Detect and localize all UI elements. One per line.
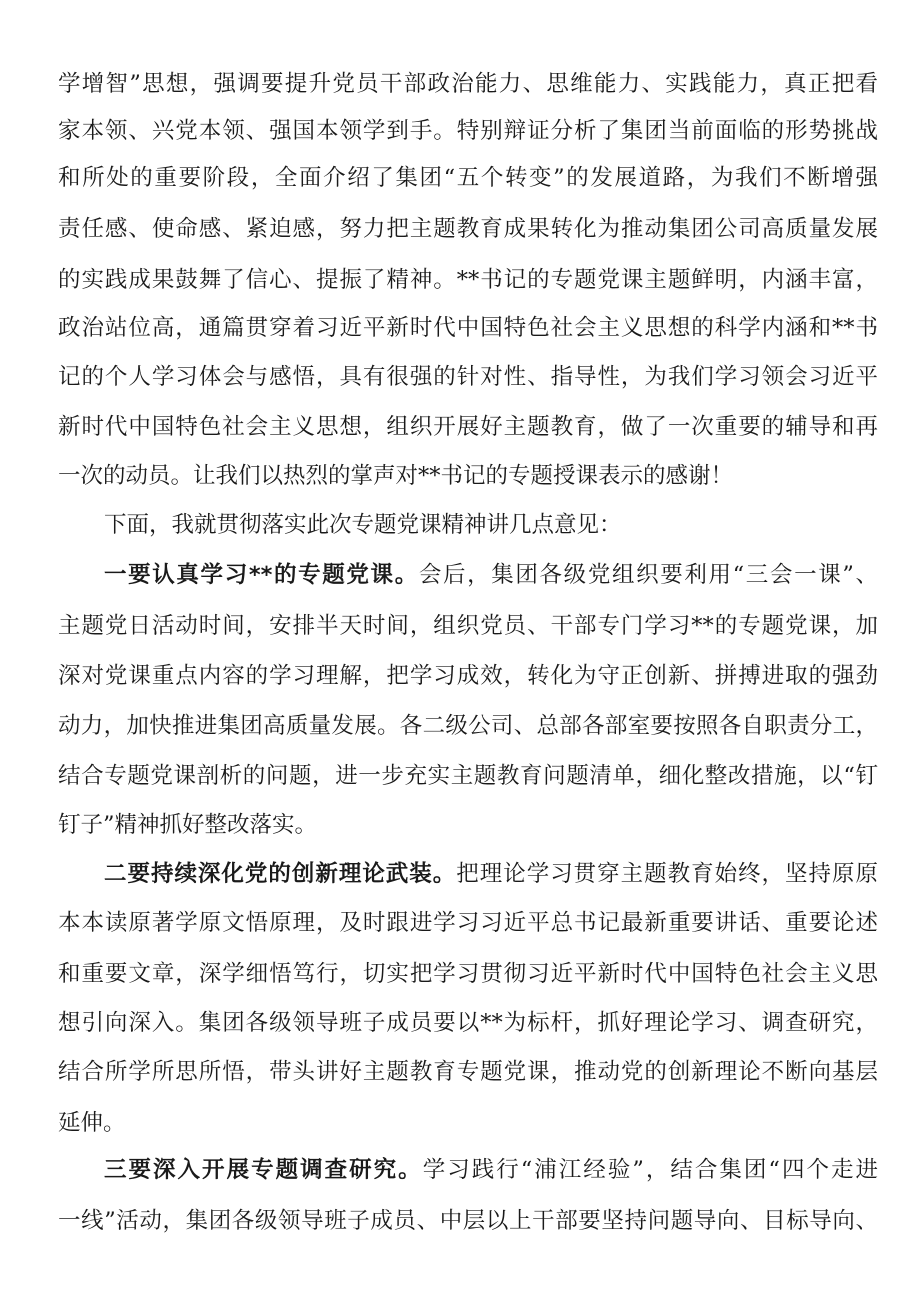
- text-line: 和所处的重要阶段，全面介绍了集团“五个转变”的发展道路，为我们不断增强: [58, 165, 878, 191]
- section-two-heading-line: 二要持续深化党的创新理论武装。把理论学习贯穿主题教育始终，坚持原原: [104, 861, 878, 887]
- text-line: 本本读原著学原文悟原理，及时跟进学习习近平总书记最新重要讲话、重要论述: [58, 910, 878, 936]
- text-line: 政治站位高，通篇贯穿着习近平新时代中国特色社会主义思想的科学内涵和**书: [58, 315, 878, 341]
- text-line: 责任感、使命感、紧迫感，努力把主题教育成果转化为推动集团公司高质量发展: [58, 216, 878, 242]
- section-three-title: 三要深入开展专题调查研究。: [104, 1157, 423, 1183]
- text-line: 钉子”精神抓好整改落实。: [58, 812, 318, 838]
- section-two-title: 二要持续深化党的创新理论武装。: [104, 861, 457, 887]
- text-line: 一线”活动，集团各级领导班子成员、中层以上干部要坚持问题导向、目标导向、: [58, 1208, 878, 1234]
- text-line: 深对党课重点内容的学习理解，把学习成效，转化为守正创新、拼搏进取的强劲: [58, 663, 878, 689]
- text-line: 想引向深入。集团各级领导班子成员要以**为标杆，抓好理论学习、调查研究，: [58, 1010, 878, 1036]
- text-line: 学增智”思想，强调要提升党员干部政治能力、思维能力、实践能力，真正把看: [58, 71, 878, 97]
- section-one-title: 一要认真学习**的专题党课。: [104, 562, 419, 588]
- text-line: 动力，加快推进集团高质量发展。各二级公司、总部各部室要按照各自职责分工，: [58, 713, 878, 739]
- text-line: 记的个人学习体会与感悟，具有很强的针对性、指导性，为我们学习领会习近平: [58, 364, 878, 390]
- section-one-heading-line: 一要认真学习**的专题党课。会后，集团各级党组织要利用“三会一课”、: [104, 562, 878, 588]
- text-line: 一次的动员。让我们以热烈的掌声对**书记的专题授课表示的感谢！: [58, 463, 734, 489]
- text-line: 的实践成果鼓舞了信心、提振了精神。**书记的专题党课主题鲜明，内涵丰富，: [58, 267, 878, 293]
- text-line: 结合专题党课剖析的问题，进一步充实主题教育问题清单，细化整改措施，以“钉: [58, 763, 878, 789]
- text-line: 延伸。: [58, 1110, 126, 1136]
- section-three-heading-line: 三要深入开展专题调查研究。学习践行“浦江经验”，结合集团“四个走进: [104, 1157, 878, 1183]
- text-line: 主题党日活动时间，安排半天时间，组织党员、干部专门学习**的专题党课，加: [58, 613, 878, 639]
- text-line: 家本领、兴党本领、强国本领学到手。特别辩证分析了集团当前面临的形势挑战: [58, 118, 878, 144]
- paragraph-intro: 下面，我就贯彻落实此次专题党课精神讲几点意见：: [104, 512, 622, 538]
- text-line: 结合所学所思所悟，带头讲好主题教育专题党课，推动党的创新理论不断向基层: [58, 1059, 878, 1085]
- text-line: 新时代中国特色社会主义思想，组织开展好主题教育，做了一次重要的辅导和再: [58, 414, 878, 440]
- text-line: 和重要文章，深学细悟笃行，切实把学习贯彻习近平新时代中国特色社会主义思: [58, 961, 878, 987]
